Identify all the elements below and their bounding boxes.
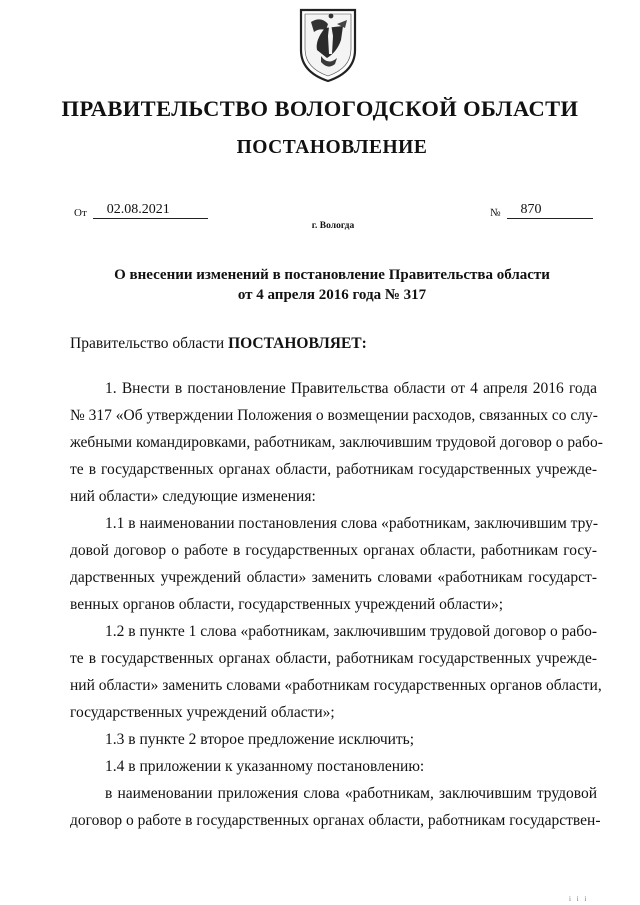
city-label: г. Вологда [311,221,355,231]
subject-line: от 4 апреля 2016 года № 317 [237,287,427,303]
date-value: 02.08.2021 [93,202,208,219]
number-prefix: № [490,207,501,219]
subject-line: О внесении изменений в постановление Правительства области [114,267,550,283]
vologda-coat-of-arms-icon [297,6,359,84]
government-title: ПРАВИТЕЛЬСТВО ВОЛОГОДСКОЙ ОБЛАСТИ [61,96,579,121]
body-line: 1.1 в наименовании постановления слова «работникам, заключившим тру- [105,515,599,532]
body-line: 1.4 в приложении к указанному постановлению: [105,758,425,775]
preamble-text: Правительство области [70,335,225,352]
preamble-decree-word: ПОСТАНОВЛЯЕТ: [228,335,367,352]
body-line: государственных учреждений области»; [70,704,335,721]
date-prefix: От [74,207,87,219]
page-footer-mark: і і і [569,895,589,903]
number-value: 870 [507,202,593,219]
body-line: те в государственных органах области, работникам государственных учрежде- [70,650,597,667]
body-line: 1.3 в пункте 2 второе предложение исключить; [105,731,415,748]
document-type: ПОСТАНОВЛЕНИЕ [236,137,428,158]
number-field [490,202,593,219]
body-line: те в государственных органах области, работникам государственных учрежде- [70,461,597,478]
body-line: 1. Внести в постановление Правительства области от 4 апреля 2016 года [105,380,597,397]
preamble [70,335,367,353]
date-field [74,202,208,219]
body-line: № 317 «Об утверждении Положения о возмещении расходов, связанных со слу- [70,407,598,424]
body-line: договор о работе в государственных органах области, работникам государствен- [70,812,601,829]
body-line: в наименовании приложения слова «работникам, заключившим трудовой [105,785,597,802]
body-line: венных органов области, государственных учреждений области»; [70,596,504,613]
body-line: ний области» следующие изменения: [70,488,316,505]
body-line: дарственных учреждений области» заменить словами «работникам государст- [70,569,597,586]
document-subject [0,265,640,305]
body-line: ний области» заменить словами «работникам государственных органов области, [70,677,602,694]
body-line: жебными командировками, работникам, заключившим трудовой договор о рабо- [70,434,603,451]
body-line: 1.2 в пункте 1 слова «работникам, заключившим трудовой договор о рабо- [105,623,598,640]
document-body [70,375,603,834]
body-line: довой договор о работе в государственных органах области, работникам госу- [70,542,597,559]
